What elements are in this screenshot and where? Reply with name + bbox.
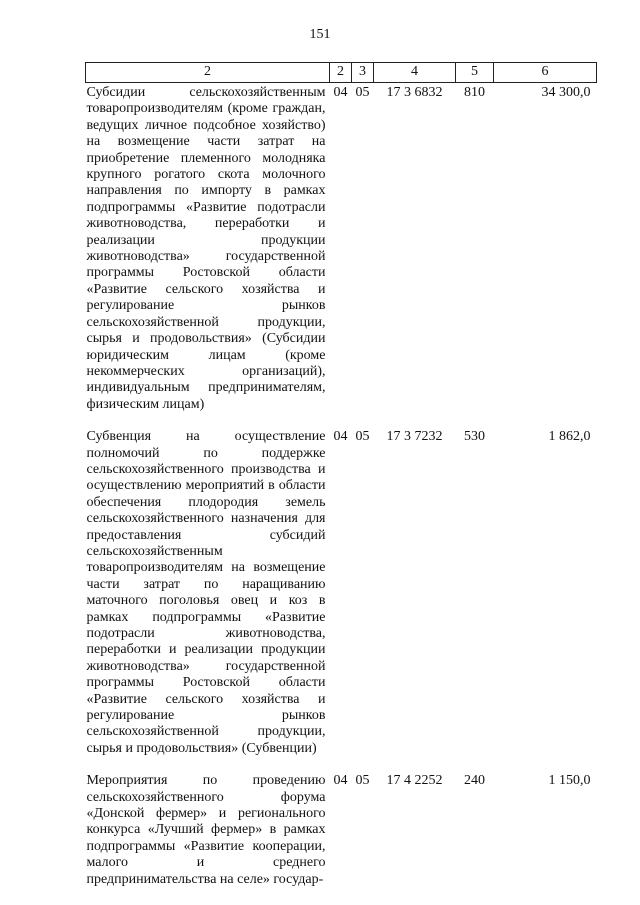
- row-target-article: 17 4 2252: [386, 773, 443, 789]
- row-description: Субвенция на осуществление полномочий по поддержке сельскохозяйственного производства и осуществлению мероприятий в области обеспечения плодородия земель сельскохозяйственного назначения для предоставления субсидий сельскохозяйственным товаропроизводителям на возмещение части затрат по наращиванию маточного поголовья овец и коз в рамках подпрограммы «Развитие подотрасли животноводства, переработки и реализации продукции животноводства» государственной программы Ростовской области «Развитие сельского хозяйства и регулирование рынков сельскохозяйственной продукции, сырья и продовольствия» (Субвенции): [86, 429, 326, 756]
- row-expense-type: 530: [464, 429, 485, 445]
- row-target-article: 17 3 6832: [386, 85, 443, 100]
- header-cell-amount: 6: [494, 63, 597, 83]
- row-description: Субсидии сельскохозяйственным товаропроизводителям (кроме граждан, ведущих личное подсобное хозяйство) на возмещение части затрат на приобретение племенного молодняка крупного рогатого скота молочного направления по импорту в рамках подпрограммы «Развитие подотрасли животноводства, переработки и реализации продукции животноводства» государственной программы Ростовской области «Развитие сельского хозяйства и регулирование рынков сельскохозяйственной продукции, сырья и продовольствия» (Субсидии юридическим лицам (кроме некоммерческих организаций), индивидуальным предпринимателям, физическим лицам): [86, 85, 326, 412]
- page-number: 151: [309, 27, 331, 42]
- budget-table: [85, 62, 597, 902]
- table-row: [86, 83, 597, 428]
- header-cell-description: 2: [86, 63, 330, 83]
- row-expense-type: 240: [464, 773, 485, 789]
- row-section: 04: [333, 85, 348, 100]
- row-amount: 1 150,0: [548, 773, 591, 789]
- table-header: [86, 63, 597, 83]
- header-cell-section: 2: [330, 63, 352, 83]
- row-target-article: 17 3 7232: [386, 429, 443, 445]
- header-row: [86, 63, 597, 83]
- row-subsection: 05: [355, 773, 370, 789]
- row-description: Мероприятия по проведению сельскохозяйственного форума «Донской фермер» и регионального конкурса «Лучший фермер» в рамках подпрограммы «Развитие кооперации, малого и среднего предпринимательства на селе» государ-: [86, 773, 326, 887]
- header-cell-subsection: 3: [352, 63, 374, 83]
- table-row: [86, 427, 597, 771]
- header-cell-expense-type: 5: [456, 63, 494, 83]
- row-amount: 1 862,0: [548, 429, 591, 445]
- row-amount: 34 300,0: [541, 85, 591, 100]
- row-subsection: 05: [355, 429, 370, 445]
- row-section: 04: [333, 773, 348, 789]
- header-cell-target-article: 4: [374, 63, 456, 83]
- row-subsection: 05: [355, 85, 370, 100]
- row-expense-type: 810: [464, 85, 485, 100]
- table-row: [86, 771, 597, 902]
- table-body: [86, 83, 597, 903]
- row-section: 04: [333, 429, 348, 445]
